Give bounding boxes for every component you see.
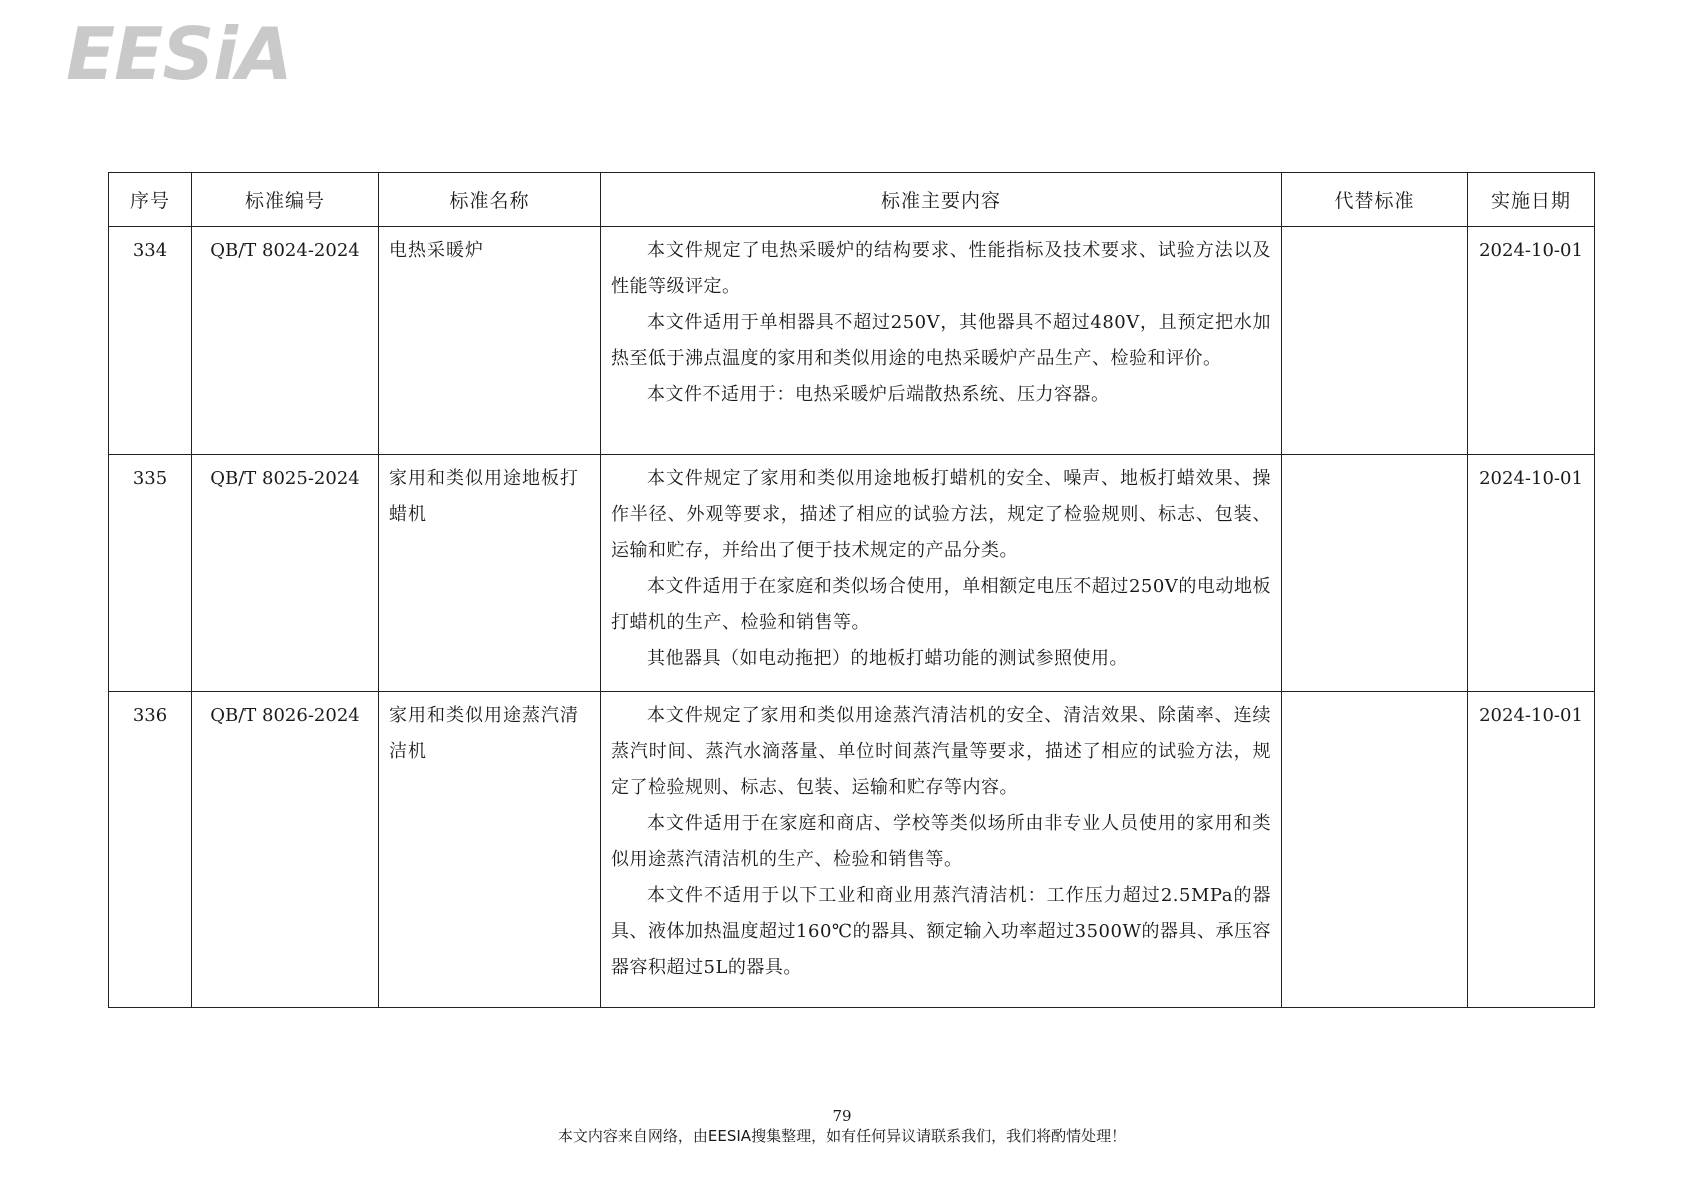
content-paragraph: 本文件适用于在家庭和商店、学校等类似场所由非专业人员使用的家用和类似用途蒸汽清洁机的生产、检验和销售等。 bbox=[611, 813, 1271, 870]
row-num: 335 bbox=[109, 455, 192, 692]
header-content: 标准主要内容 bbox=[601, 173, 1282, 227]
content-paragraph: 本文件适用于单相器具不超过250V，其他器具不超过480V，且预定把水加热至低于沸点温度的家用和类似用途的电热采暖炉产品生产、检验和评价。 bbox=[611, 312, 1271, 369]
row-content bbox=[601, 455, 1282, 692]
row-num: 334 bbox=[109, 227, 192, 455]
row-date: 2024-10-01 bbox=[1468, 692, 1595, 1008]
row-name: 家用和类似用途地板打蜡机 bbox=[379, 455, 601, 692]
table-header-row bbox=[109, 173, 1595, 227]
row-num: 336 bbox=[109, 692, 192, 1008]
content-paragraph: 本文件适用于在家庭和类似场合使用，单相额定电压不超过250V的电动地板打蜡机的生产、检验和销售等。 bbox=[611, 576, 1271, 633]
header-date: 实施日期 bbox=[1468, 173, 1595, 227]
row-date: 2024-10-01 bbox=[1468, 455, 1595, 692]
content-paragraph: 本文件规定了电热采暖炉的结构要求、性能指标及技术要求、试验方法以及性能等级评定。 bbox=[611, 240, 1271, 297]
content-paragraph: 本文件不适用于：电热采暖炉后端散热系统、压力容器。 bbox=[647, 384, 1110, 405]
eesia-logo: EESiA bbox=[66, 12, 292, 96]
row-code: QB/T 8025-2024 bbox=[192, 455, 379, 692]
header-code: 标准编号 bbox=[192, 173, 379, 227]
row-replace bbox=[1282, 692, 1468, 1008]
footer-note: 本文内容来自网络，由EESIA搜集整理，如有任何异议请联系我们，我们将酌情处理！ bbox=[557, 1127, 1127, 1145]
table-row bbox=[109, 227, 1595, 455]
content-paragraph: 本文件不适用于以下工业和商业用蒸汽清洁机：工作压力超过2.5MPa的器具、液体加热温度超过160℃的器具、额定输入功率超过3500W的器具、承压容器容积超过5L的器具。 bbox=[611, 885, 1271, 978]
table-row bbox=[109, 692, 1595, 1008]
row-name: 电热采暖炉 bbox=[379, 227, 601, 455]
table-row bbox=[109, 455, 1595, 692]
row-code: QB/T 8026-2024 bbox=[192, 692, 379, 1008]
row-content bbox=[601, 227, 1282, 455]
page-number: 79 bbox=[832, 1107, 852, 1125]
header-num: 序号 bbox=[109, 173, 192, 227]
content-paragraph: 本文件规定了家用和类似用途地板打蜡机的安全、噪声、地板打蜡效果、操作半径、外观等要求，描述了相应的试验方法，规定了检验规则、标志、包装、运输和贮存，并给出了便于技术规定的产品分类。 bbox=[611, 468, 1271, 561]
header-replace: 代替标准 bbox=[1282, 173, 1468, 227]
row-content bbox=[601, 692, 1282, 1008]
content-paragraph: 本文件规定了家用和类似用途蒸汽清洁机的安全、清洁效果、除菌率、连续蒸汽时间、蒸汽水滴落量、单位时间蒸汽量等要求，描述了相应的试验方法，规定了检验规则、标志、包装、运输和贮存等内容。 bbox=[611, 705, 1271, 798]
content-paragraph: 其他器具（如电动拖把）的地板打蜡功能的测试参照使用。 bbox=[647, 648, 1128, 669]
row-replace bbox=[1282, 455, 1468, 692]
standards-table bbox=[108, 172, 1595, 1008]
row-replace bbox=[1282, 227, 1468, 455]
row-code: QB/T 8024-2024 bbox=[192, 227, 379, 455]
row-date: 2024-10-01 bbox=[1468, 227, 1595, 455]
row-name: 家用和类似用途蒸汽清洁机 bbox=[379, 692, 601, 1008]
header-name: 标准名称 bbox=[379, 173, 601, 227]
